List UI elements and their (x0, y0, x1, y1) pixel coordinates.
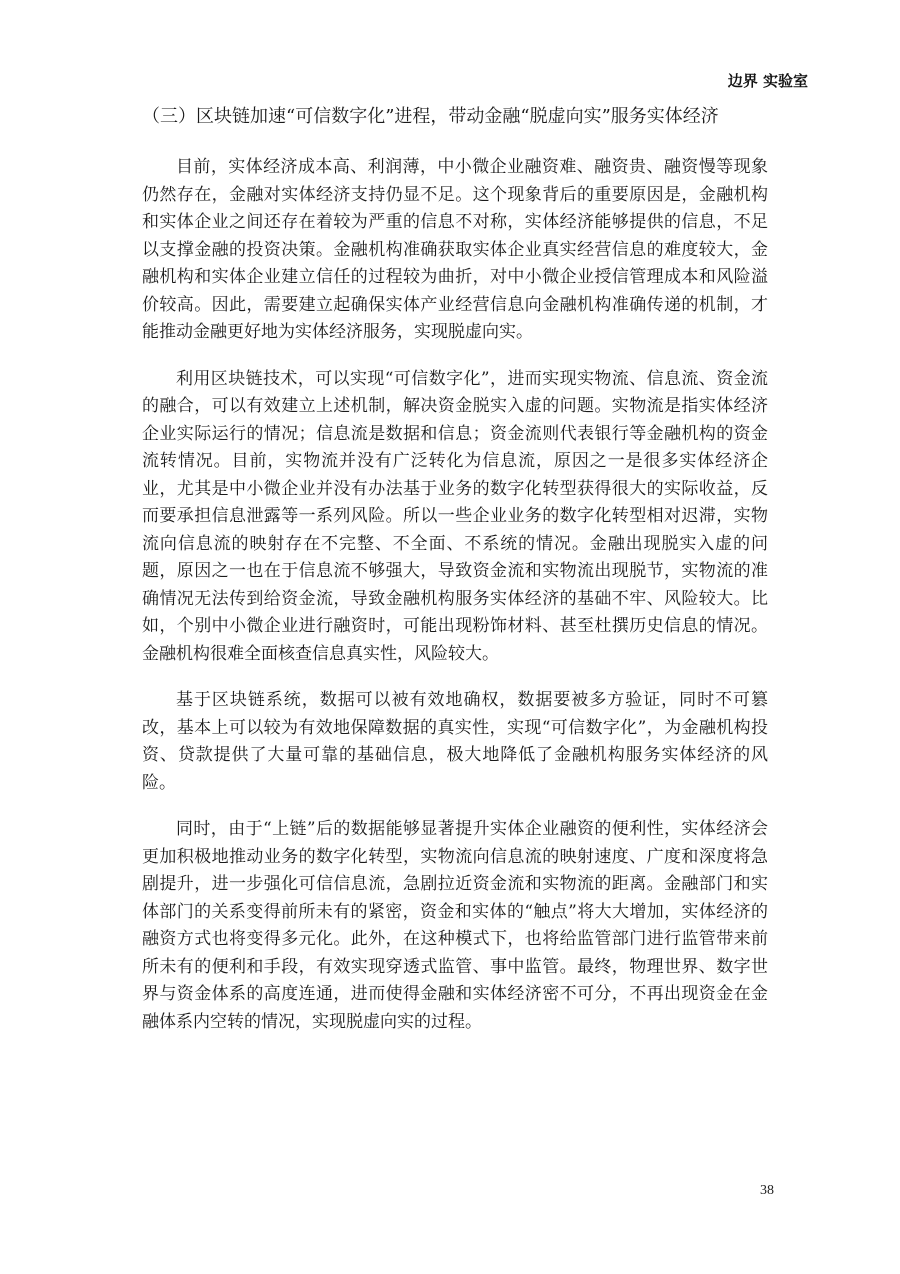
paragraph: 基于区块链系统，数据可以被有效地确权，数据要被多方验证，同时不可篡改，基本上可以较为有效地保障数据的真实性，实现“可信数字化”，为金融机构投资、贷款提供了大量可靠的基础信息，极大地降低了金融机构服务实体经济的风险。 (142, 690, 768, 793)
paragraph: 利用区块链技术，可以实现“可信数字化”，进而实现实物流、信息流、资金流的融合，可以有效建立上述机制，解决资金脱实入虚的问题。实物流是指实体经济企业实际运行的情况；信息流是数据和信息；资金流则代表银行等金融机构的资金流转情况。目前，实物流并没有广泛转化为信息流，原因之一是很多实体经济企业，尤其是中小微企业并没有办法基于业务的数字化转型获得很大的实际收益，反而要承担信息泄露等一系列风险。所以一些企业业务的数字化转型相对迟滞，实物流向信息流的映射存在不完整、不全面、不系统的情况。金融出现脱实入虚的问题，原因之一也在于信息流不够强大，导致资金流和实物流出现脱节，实物流的准确情况无法传到给资金流，导致金融机构服务实体经济的基础不牢、风险较大。比如，个别中小微企业进行融资时，可能出现粉饰材料、甚至杜撰历史信息的情况。金融机构很难全面核查信息真实性，风险较大。 (142, 368, 768, 664)
section-heading: （三）区块链加速“可信数字化”进程，带动金融“脱虚向实”服务实体经济 (142, 106, 719, 127)
page-number: 38 (760, 1183, 774, 1198)
paragraph: 同时，由于“上链”后的数据能够显著提升实体企业融资的便利性，实体经济会更加积极地推动业务的数字化转型，实物流向信息流的映射速度、广度和深度将急剧提升，进一步强化可信信息流，急剧拉近资金流和实物流的距离。金融部门和实体部门的关系变得前所未有的紧密，资金和实体的“触点”将大大增加，实体经济的融资方式也将变得多元化。此外，在这种模式下，也将给监管部门进行监管带来前所未有的便利和手段，有效实现穿透式监管、事中监管。最终，物理世界、数字世界与资金体系的高度连通，进而使得金融和实体经济密不可分，不再出现资金在金融体系内空转的情况，实现脱虚向实的过程。 (142, 819, 768, 1032)
brand-logo: 边界 实验室 (727, 72, 808, 90)
document-body (142, 102, 768, 1055)
paragraph: 目前，实体经济成本高、利润薄，中小微企业融资难、融资贵、融资慢等现象仍然存在，金融对实体经济支持仍显不足。这个现象背后的重要原因是，金融机构和实体企业之间还存在着较为严重的信息不对称，实体经济能够提供的信息，不足以支撑金融的投资决策。金融机构准确获取实体企业真实经营信息的难度较大，金融机构和实体企业建立信任的过程较为曲折，对中小微企业授信管理成本和风险溢价较高。因此，需要建立起确保实体产业经营信息向金融机构准确传递的机制，才能推动金融更好地为实体经济服务，实现脱虚向实。 (142, 157, 768, 342)
